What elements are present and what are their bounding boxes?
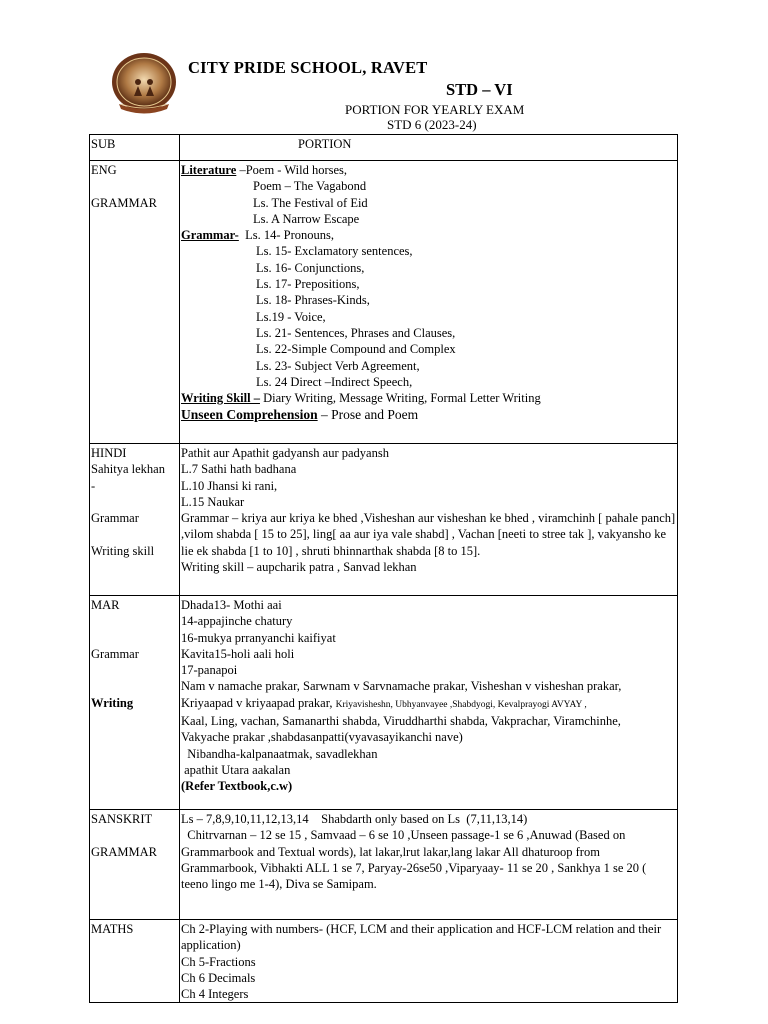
table-row-eng xyxy=(90,161,678,444)
grammar-item: Ls. 23- Subject Verb Agreement, xyxy=(256,358,420,373)
portion-cell-sanskrit xyxy=(180,810,678,920)
hindi-line: L.15 Naukar xyxy=(181,494,245,509)
mar-line: 17-panapoi xyxy=(181,663,238,678)
table-row-hindi xyxy=(90,444,678,596)
mar-grammar-line: Kriyaapad v kriyaapad prakar, xyxy=(181,695,336,710)
mar-line: Kavita15-holi aali holi xyxy=(181,646,295,661)
portion-table xyxy=(89,134,678,1003)
mar-line: 14-appajinche chatury xyxy=(181,614,293,629)
subject-sanskrit-grammar: GRAMMAR xyxy=(91,844,157,859)
portion-cell-hindi xyxy=(180,444,678,596)
unseen-text: – Prose and Poem xyxy=(317,407,419,423)
grammar-item: Ls. 22-Simple Compound and Complex xyxy=(256,342,456,357)
mar-grammar-line: Nam v namache prakar, Sarwnam v Sarvnamache prakar, Visheshan v visheshan prakar, xyxy=(181,679,622,694)
grammar-item: Ls. 24 Direct –Indirect Speech, xyxy=(256,374,413,389)
school-logo xyxy=(111,52,177,114)
header-portion: PORTION xyxy=(180,135,678,161)
portion-cell-maths xyxy=(180,920,678,1003)
hindi-grammar-text: Grammar – kriya aur kriya ke bhed ,Visheshan aur visheshan ke bhed , viramchinh [ pahale panch] ,vilom shabda [ 15 to 25], ling[ aa aur iya vale shabd] , Vachan [neeti to stree tak ], vakyansho ke lie ek shabda [1 to 10] , shruti bhinnarthak shabda [8 to 15]. xyxy=(181,511,676,558)
grammar-item: Ls.19 - Voice, xyxy=(256,309,326,324)
subject-hindi-dash: - xyxy=(91,478,96,493)
mar-writing-line: apathit Utara aakalan xyxy=(181,762,291,777)
writing-skill-text: Diary Writing, Message Writing, Formal Letter Writing xyxy=(259,391,541,406)
mar-refer: (Refer Textbook,c.w) xyxy=(181,779,293,794)
subject-cell-hindi xyxy=(90,444,180,596)
subject-hindi: HINDI xyxy=(91,446,127,460)
mar-grammar-line: Vakyache prakar ,shabdasanpatti(vyavasayikanchi nave) xyxy=(181,730,463,745)
maths-text: Ch 2-Playing with numbers- (HCF, LCM and their application and HCF-LCM relation and their application) xyxy=(181,922,662,953)
subject-maths: MATHS xyxy=(91,922,134,936)
grammar-label: Grammar- xyxy=(181,228,239,243)
unseen-label: Unseen Comprehension xyxy=(181,407,318,423)
mar-grammar-line: Kaal, Ling, vachan, Samanarthi shabda, Viruddharthi shabda, Vakprachar, Viramchinhe, xyxy=(181,714,621,729)
header-sub: SUB xyxy=(90,135,180,161)
subject-eng: ENG xyxy=(91,163,117,177)
table-row-mar xyxy=(90,596,678,810)
subject-cell-eng xyxy=(90,161,180,444)
grammar-item: Ls. 15- Exclamatory sentences, xyxy=(256,244,413,259)
mar-line: 16-mukya prranyanchi kaifiyat xyxy=(181,630,336,645)
subject-cell-mar xyxy=(90,596,180,810)
grammar-first: Ls. 14- Pronouns, xyxy=(238,228,334,243)
mar-grammar-small: Kriyavisheshn, Ubhyanvayee ,Shabdyogi, Kevalprayogi AVYAY , xyxy=(335,699,587,710)
sanskrit-line1: Ls – 7,8,9,10,11,12,13,14 Shabdarth only based on Ls (7,11,13,14) xyxy=(181,812,528,826)
grammar-item: Ls. 16- Conjunctions, xyxy=(256,260,365,275)
grammar-item: Ls. 21- Sentences, Phrases and Clauses, xyxy=(256,325,456,340)
mar-writing-line: Nibandha-kalpanaatmak, savadlekhan xyxy=(181,746,378,761)
literature-item: Ls. The Festival of Eid xyxy=(253,195,368,210)
subject-hindi-grammar: Grammar xyxy=(91,511,139,526)
hindi-line: L.10 Jhansi ki rani, xyxy=(181,478,278,493)
subject-hindi-writing: Writing skill xyxy=(91,543,155,558)
mar-line: Dhada13- Mothi aai xyxy=(181,598,282,612)
portion-cell-mar xyxy=(180,596,678,810)
subject-eng-grammar: GRAMMAR xyxy=(91,195,157,210)
school-name: CITY PRIDE SCHOOL, RAVET xyxy=(188,58,428,77)
grammar-item: Ls. 18- Phrases-Kinds, xyxy=(256,293,370,308)
maths-line: Ch 4 Integers xyxy=(181,987,249,1002)
writing-skill-label: Writing Skill – xyxy=(181,391,260,406)
subject-sanskrit: SANSKRIT xyxy=(91,812,153,826)
literature-item: Poem – The Vagabond xyxy=(253,179,367,194)
hindi-line: Pathit aur Apathit gadyansh aur padyansh xyxy=(181,446,389,460)
table-row-maths xyxy=(90,920,678,1003)
hindi-writing-text: Writing skill – aupcharik patra , Sanvad lekhan xyxy=(181,560,417,575)
literature-item: Ls. A Narrow Escape xyxy=(253,211,360,226)
std-year: STD 6 (2023-24) xyxy=(387,117,477,132)
std-title: STD – VI xyxy=(446,80,513,99)
literature-label: Literature xyxy=(181,163,237,177)
subject-mar-grammar: Grammar xyxy=(91,646,139,661)
subject-cell-sanskrit xyxy=(90,810,180,920)
subject-hindi-sahitya: Sahitya lekhan xyxy=(91,462,165,477)
subject-cell-maths xyxy=(90,920,180,1003)
sanskrit-text: Chitrvarnan – 12 se 15 , Samvaad – 6 se 10 ,Unseen passage-1 se 6 ,Anuwad (Based on Grammarbook and Textual words), lat lakar,lrut lakar,lang lakar All dhaturoop from Grammarbook, Vibhakti ALL 1 se 7, Paryay-26se50 ,Viparyaay- 11 se 20 , Sankhya 1 se 20 ( teeno lingo me 1-4), Diva se Samipam. xyxy=(181,828,650,892)
subject-mar: MAR xyxy=(91,598,120,612)
subject-mar-writing: Writing xyxy=(91,695,134,710)
portion-title: PORTION FOR YEARLY EXAM xyxy=(345,102,525,117)
hindi-line: L.7 Sathi hath badhana xyxy=(181,462,297,477)
table-header-row xyxy=(90,135,678,161)
maths-line: Ch 5-Fractions xyxy=(181,954,256,969)
maths-line: Ch 6 Decimals xyxy=(181,970,256,985)
grammar-item: Ls. 17- Prepositions, xyxy=(256,277,360,292)
portion-cell-eng xyxy=(180,161,678,444)
table-row-sanskrit xyxy=(90,810,678,920)
literature-first: –Poem - Wild horses, xyxy=(236,163,348,177)
